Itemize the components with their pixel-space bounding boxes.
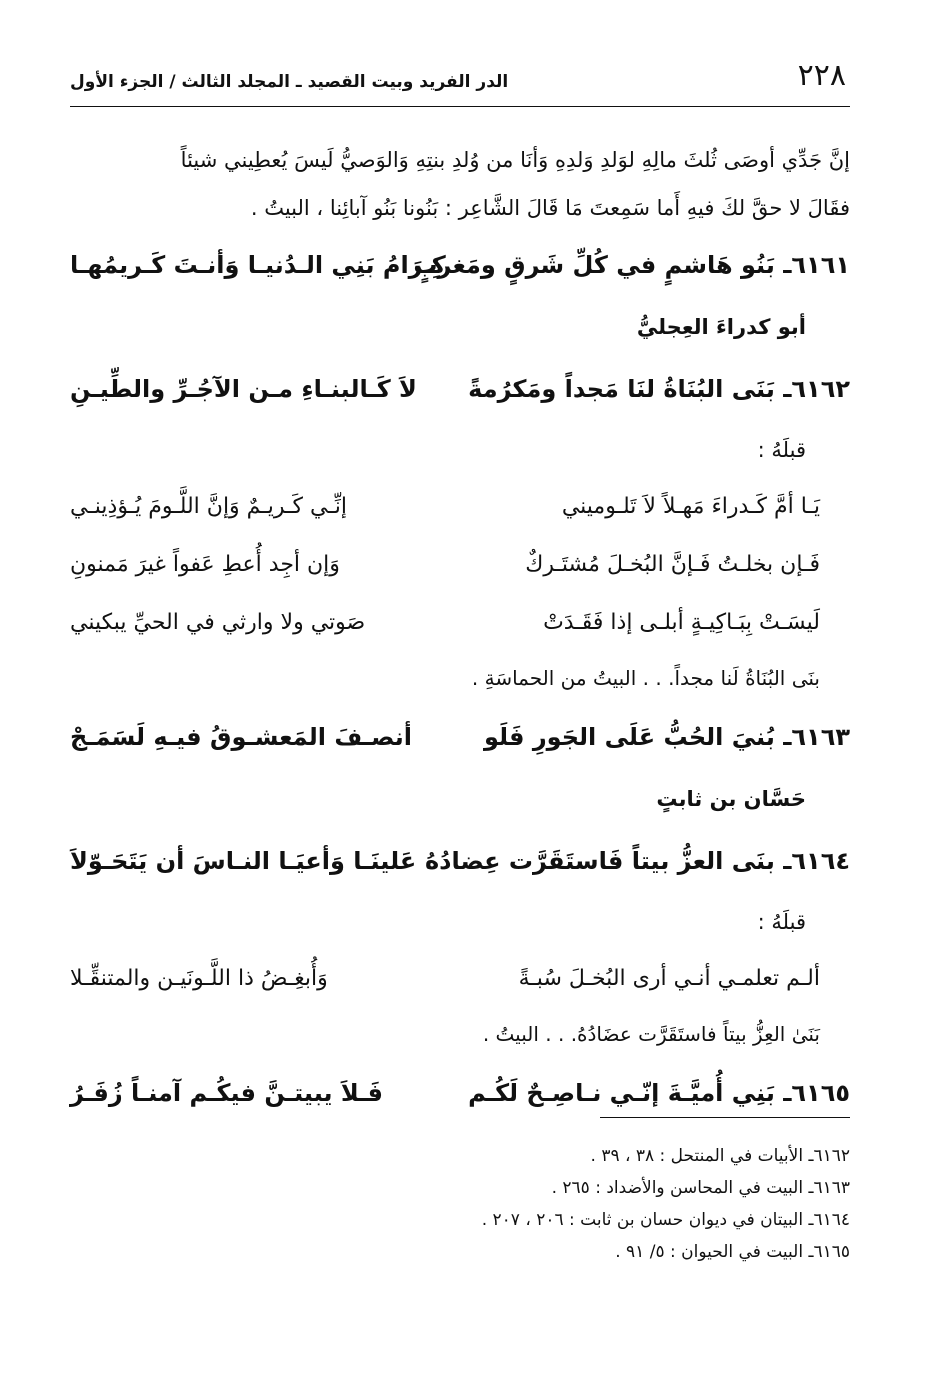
supporting-verse xyxy=(70,594,850,652)
main-text xyxy=(70,136,850,1126)
verse-first-hemistich: ٦١٦٣ـ بُنيَ الحُبُّ عَلَى الجَورِ فَلَو xyxy=(483,723,850,751)
verse-first-hemistich: لَيسَـتْ بِبَـاكِيـةٍ أبلـى إذا فَقَـدَتْ xyxy=(543,610,820,635)
supporting-verse xyxy=(70,950,850,1008)
verse-first-hemistich: ألـم تعلمـي أنـي أرى البُخـلَ سُبـةً xyxy=(518,966,820,991)
footnote-divider xyxy=(600,1117,850,1118)
verse-first-hemistich: ٦١٦٤ـ بنَى العزُّ بيتاً فَاستَقَرَّت عِضادُهُ xyxy=(425,847,850,875)
intro-line-1: إنَّ جَدِّي أوصَى ثُلثَ مالِهِ لوَلدِ وَلدِهِ وَأنَا من وُلدِ بنتِهِ وَالوَصيُّ لَيسَ يُعطِيني شيئاً xyxy=(180,148,850,172)
verse-second-hemistich: فَـلاَ يبيتـنَّ فيكُـم آمنـاً زُفَـرُ xyxy=(70,1079,384,1107)
intro-line-2: فقَالَ لا حقَّ لكَ فيهِ أَما سَمِعتَ مَا قَالَ الشَّاعِر : بَنُونا بَنُو آبائِنا ، البيتُ . xyxy=(250,196,850,220)
verse-second-hemistich: صَوتي ولا وارثي في الحيِّ يبكيني xyxy=(70,610,366,635)
intro-paragraph xyxy=(70,136,850,232)
verse-first-hemistich: فَـإن بخلـتُ فَـإنَّ البُخـلَ مُشتَـركٌ xyxy=(525,552,820,577)
verse-second-hemistich: كِـرَامُ بَنِي الـدُنيـا وَأنـتَ كَـريمُهـا xyxy=(70,251,446,279)
page-header xyxy=(70,58,850,107)
verse-second-hemistich: لاَ كَـالبنـاءِ مـن الآجُـرِّ والطِّيـنِ xyxy=(70,375,417,403)
verse-note: بَنَىٰ العِزُّ بيتاً فاستَقَرَّت عضَادُهُ. . . البيتُ . xyxy=(482,1022,820,1046)
supporting-verse xyxy=(70,536,850,594)
verse-second-hemistich: وَإن أجِد أُعطِ عَفواً غيرَ مَمنونِ xyxy=(70,552,340,577)
verse-first-hemistich: يَـا أمَّ كَـدراءَ مَهـلاً لاَ تَلـوميني xyxy=(561,494,820,519)
footnote: ٦١٦٣ـ البيت في المحاسن والأضداد : ٢٦٥ . xyxy=(551,1178,850,1198)
verse-6163 xyxy=(70,704,850,770)
preceding-label: قبلَهُ : xyxy=(757,438,806,462)
preceding-label: قبلَهُ : xyxy=(757,910,806,934)
verse-second-hemistich: عَلينَـا وَأعيَـا النـاسَ أن يَتَحَـوّلاَ xyxy=(70,847,417,875)
verse-first-hemistich: ٦١٦٥ـ بَنِي أُميَّـةَ إنّـي نـاصِـحٌ لَكُـم xyxy=(468,1079,850,1107)
poet-attribution: حَسَّان بن ثابتٍ xyxy=(656,787,806,811)
verse-6161 xyxy=(70,232,850,298)
verse-second-hemistich: إنِّـي كَـريـمٌ وَإنَّ اللَّـومَ يُـؤذِينـي xyxy=(70,494,347,519)
footnotes xyxy=(90,1140,850,1268)
verse-second-hemistich: أنصـفَ المَعشـوقُ فيـهِ لَسَمَـجْ xyxy=(70,723,413,751)
page-number: ٢٢٨ xyxy=(797,58,846,93)
verse-6164 xyxy=(70,828,850,894)
footnote: ٦١٦٤ـ البيتان في ديوان حسان بن ثابت : ٢٠٦ ، ٢٠٧ . xyxy=(481,1210,850,1230)
verse-6162 xyxy=(70,356,850,422)
poet-attribution: أبو كدراءَ العِجليُّ xyxy=(636,315,806,339)
verse-note: بنَى البُنَاةُ لَنا مجداً. . . البيتُ من الحماسَةِ . xyxy=(471,666,820,690)
footnote: ٦١٦٥ـ البيت في الحيوان : ٥/ ٩١ . xyxy=(615,1242,850,1262)
running-title: الدر الفريد وبيت القصيد ـ المجلد الثالث / الجزء الأول xyxy=(70,72,509,92)
footnote: ٦١٦٢ـ الأبيات في المنتحل : ٣٨ ، ٣٩ . xyxy=(590,1146,850,1166)
supporting-verse xyxy=(70,478,850,536)
verse-second-hemistich: وَأُبغِـضُ ذا اللَّـونَيـن والمتنقِّـلا xyxy=(70,966,328,991)
verse-first-hemistich: ٦١٦١ـ بَنُو هَاشمٍ في كُلِّ شَرقٍ ومَغربٍ xyxy=(413,251,850,279)
verse-first-hemistich: ٦١٦٢ـ بَنَى البُنَاةُ لنَا مَجداً ومَكرُمةً xyxy=(468,375,850,403)
